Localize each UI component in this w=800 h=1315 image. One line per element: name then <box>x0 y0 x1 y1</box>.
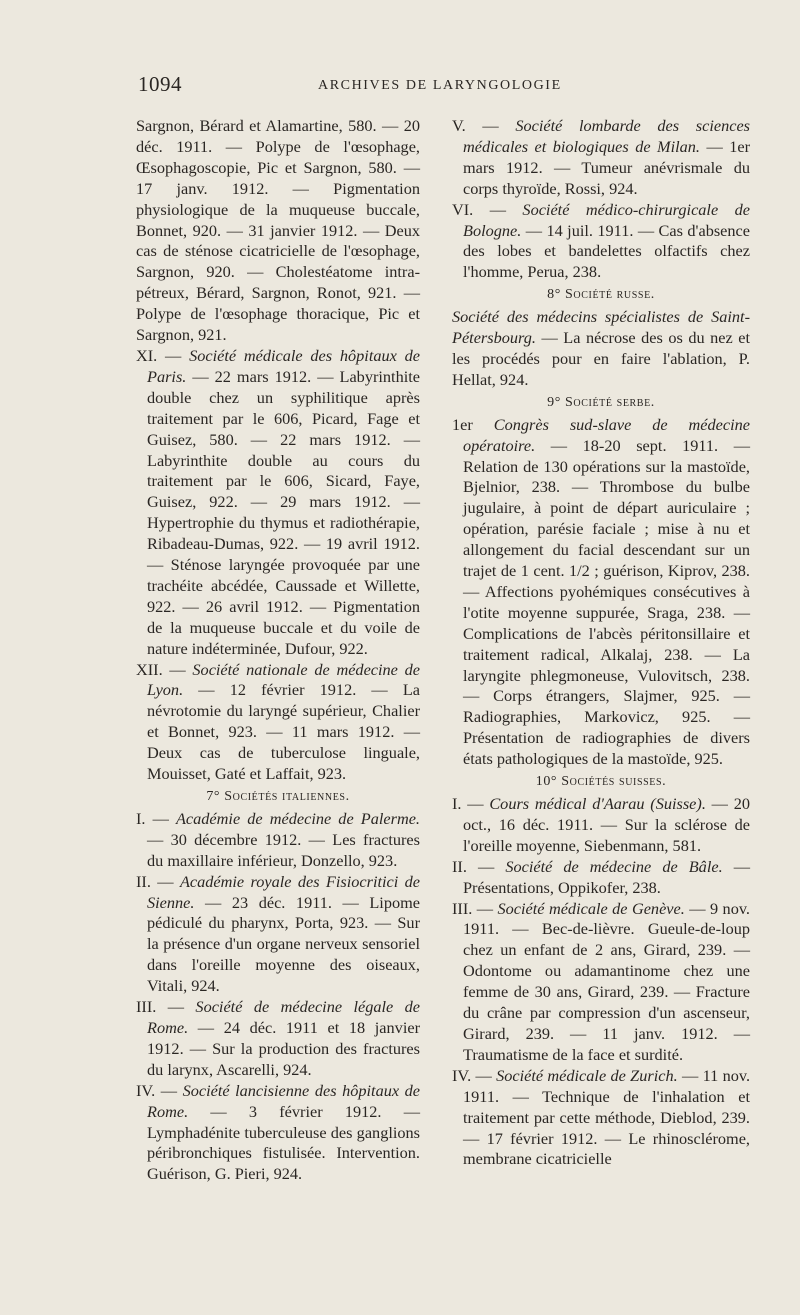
section-heading: 10° Sociétés suisses. <box>535 774 667 790</box>
society-title: Société médicale des hôpitaux de Paris. <box>147 345 420 386</box>
society-title: Société médico-chirurgicale de Bologne. <box>463 199 750 240</box>
paragraph: II. — Académie royale des Fisiocritici de Sienne. — 23 déc. 1911. — Lipome pédiculé du pharynx, Porta, 923. — Sur la présence d'un organe nerveux sensoriel dans l'oreille moyenne des oiseaux, Vitali, 924. <box>136 871 420 996</box>
paragraph: I. — Académie de médecine de Palerme. — 30 décembre 1912. — Les fractures du maxillaire inférieur, Donzello, 923. <box>136 808 420 870</box>
paragraph: XI. — Société médicale des hôpitaux de Paris. — 22 mars 1912. — Labyrinthite double chez un syphilitique après traitement par le 606, Picard, Fage et Guisez, 580. — 22 mars 1912. — Labyrinthite double au cours du traitement par le 606, Sicard, Faye, Guisez, 922. — 29 mars 1912. — Hypertrophie du thymus et radiothérapie, Ribadeau-Dumas, 922. — 19 avril 1912. — Sténose laryngée provoquée par une trachéite abcédée, Caussade et Willette, 922. — 26 avril 1912. — Pigmentation de la muqueuse buccale et du voile de nature indéterminée, Dufour, 922. <box>136 345 420 658</box>
society-title: Société de médecine de Bâle. <box>505 856 723 876</box>
section-heading: 8° Société russe. <box>547 287 655 303</box>
left-column <box>136 116 420 1185</box>
paragraph: V. — Société lombarde des sciences médicales et biologiques de Milan. — 1er mars 1912. — Tumeur anévrismale du corps thyroïde, Rossi, 924. <box>452 116 751 198</box>
society-title: Cours médical d'Aarau (Suisse). <box>489 794 706 813</box>
society-title: Société nationale de médecine de Lyon. <box>147 659 421 700</box>
society-title: Société lombarde des sciences médicales et biologiques de Milan. <box>463 116 751 156</box>
paragraph: I. — Cours médical d'Aarau (Suisse). — 20 oct., 16 déc. 1911. — Sur la sclérose de l'oreille moyenne, Siebenmann, 581. <box>452 794 750 855</box>
paragraph: 1er Congrès sud-slave de médecine opératoire. — 18-20 sept. 1911. — Relation de 130 opérations sur la mastoïde, Bjelnior, 238. — Thrombose du bulbe jugulaire, à point de départ auriculaire ; opération, parésie faciale ; mise à nu et allongement du facial descendant sur un trajet de 1 cent. 1/2 ; guérison, Kiprov, 238. — Affections pyohémiques consécutives à l'otite moyenne suppurée, Sraga, 238. — Complications de l'abcès péritonsillaire et traitement radical, Alkalaj, 238. — La laryngite phlegmoneuse, Vulovitsch, 238. — Corps étrangers, Slajmer, 925. — Radiographies, Markovicz, 925. — Présentation de radiographies de divers états pathologiques de la mastoïde, 925. <box>452 414 751 769</box>
society-title: Société de médecine légale de Rome. <box>147 997 420 1037</box>
paragraph: IV. — Société lancisienne des hôpitaux de Rome. — 3 février 1912. — Lymphadénite tuberculeuse des ganglions péribronchiques fistulisée. Intervention. Guérison, G. Pieri, 924. <box>136 1080 421 1184</box>
society-title: Congrès sud-slave de médecine opératoire. <box>463 414 751 455</box>
paragraph: IV. — Société médicale de Zurich. — 11 nov. 1911. — Technique de l'inhalation et traitement par cette méthode, Dieblod, 239. — 17 février 1912. — Le rhinosclérome, membrane cicatricielle <box>452 1065 751 1169</box>
page-number: 1094 <box>138 72 182 96</box>
society-title: Société des médecins spécialistes de Saint-Pétersbourg. <box>452 307 750 348</box>
paragraph: Société des médecins spécialistes de Saint-Pétersbourg. — La nécrose des os du nez et les procédés pour en faire l'ablation, P. Hellat, 924. <box>452 307 750 389</box>
paragraph: II. — Société de médecine de Bâle. — Présentations, Oppikofer, 238. <box>452 856 750 897</box>
society-title: Société médicale de Genève. <box>497 898 685 918</box>
paragraph: III. — Société médicale de Genève. — 9 nov. 1911. — Bec-de-lièvre. Gueule-de-loup chez un enfant de 2 ans, Girard, 239. — Odontome ou adamantinome chez une femme de 30 ans, Girard, 239. — Fracture du crâne par compression d'un ascenseur, Girard, 239. — 11 janv. 1912. — Traumatisme de la face et surdité. <box>452 898 750 1064</box>
society-title: Société médicale de Zurich. <box>496 1065 678 1085</box>
section-heading: 7° Sociétés italiennes. <box>206 789 350 804</box>
paragraph: VI. — Société médico-chirurgicale de Bologne. — 14 juil. 1911. — Cas d'absence des lobes et bandelettes olfactifs chez l'homme, Perua, 238. <box>452 199 750 282</box>
page-header <box>0 72 800 102</box>
paragraph: XII. — Société nationale de médecine de Lyon. — 12 février 1912. — La névrotomie du laryngé supérieur, Chalier et Bonnet, 923. — 11 mars 1912. — Deux cas de tuberculose linguale, Mouisset, Gaté et Laffait, 923. <box>136 659 421 784</box>
paragraph: Sargnon, Bérard et Alamartine, 580. — 20 déc. 1911. — Polype de l'œsophage, Œsophagoscopie, Pic et Sargnon, 580. — 17 janv. 1912. — Pigmentation physiologique de la muqueuse buccale, Bonnet, 920. — 31 janvier 1912. — Deux cas de sténose cicatricielle de l'œsophage, Sargnon, 920. — Cholestéatome intra-pétreux, Bérard, Sargnon, Ronot, 921. — Polype de l'œsophage thoracique, Pic et Sargnon, 921. <box>136 116 420 345</box>
society-title: Académie de médecine de Palerme. <box>175 808 420 828</box>
section-heading: 9° Société serbe. <box>547 394 655 410</box>
society-title: Académie royale des Fisiocritici de Sienne. <box>147 871 420 912</box>
society-title: Société lancisienne des hôpitaux de Rome. <box>147 1080 421 1121</box>
paragraph: III. — Société de médecine légale de Rome. — 24 déc. 1911 et 18 janvier 1912. — Sur la production des fractures du larynx, Ascarelli, 924. <box>136 997 420 1079</box>
right-column <box>452 116 750 1170</box>
running-head: ARCHIVES DE LARYNGOLOGIE <box>318 78 562 93</box>
